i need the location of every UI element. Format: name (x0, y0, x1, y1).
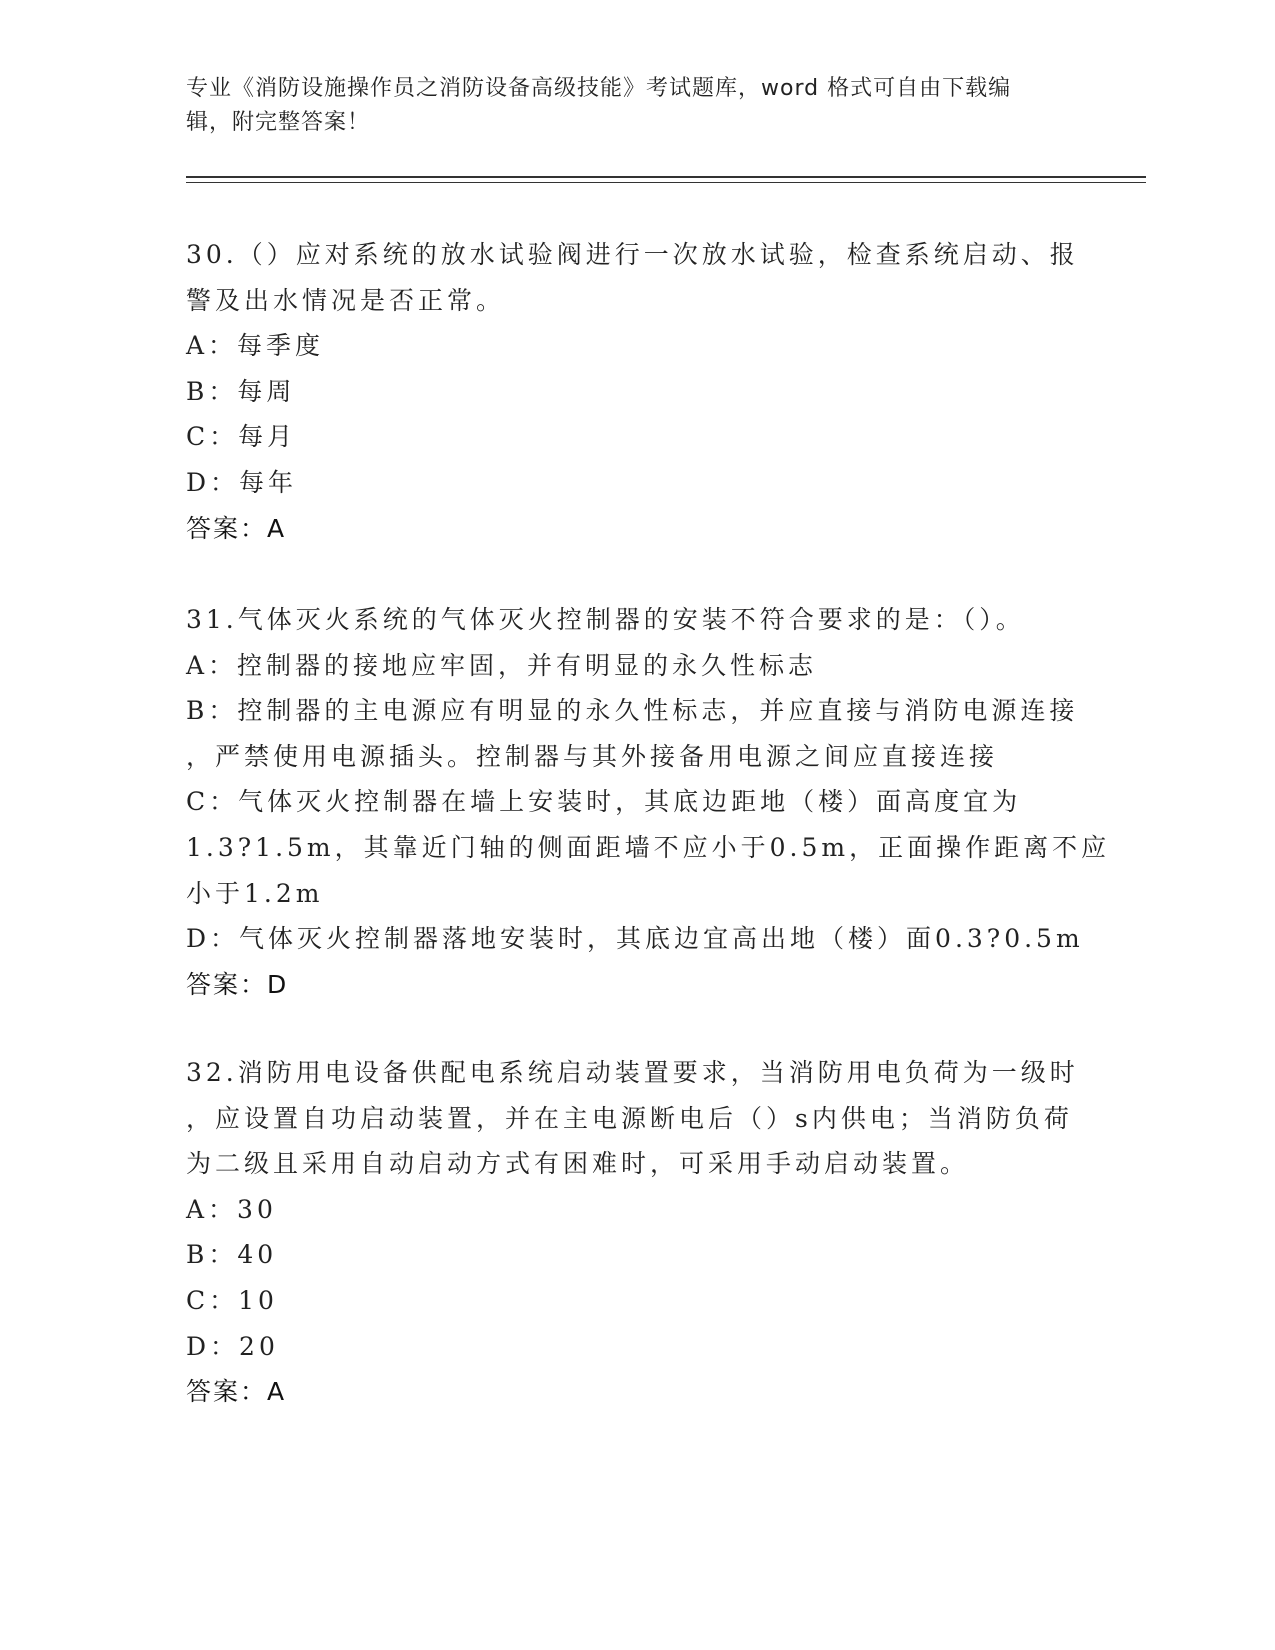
option-b: B：控制器的主电源应有明显的永久性标志，并应直接与消防电源连接 (186, 696, 1079, 726)
option-d: D：每年 (186, 467, 298, 497)
question-stem-line: 为二级且采用自动启动方式有困难时，可采用手动启动装置。 (186, 1149, 970, 1179)
option-d: D：20 (186, 1331, 279, 1361)
question-30 (186, 232, 1079, 551)
header-divider-bottom (186, 182, 1146, 183)
option-d: D：气体灭火控制器落地安装时，其底边宜高出地（楼）面0.3?0.5m (186, 924, 1084, 954)
option-c: C：10 (186, 1285, 278, 1315)
header-line-2: 辑，附完整答案！ (186, 110, 371, 135)
question-stem-line: 30.（）应对系统的放水试验阀进行一次放水试验，检查系统启动、报 (186, 240, 1079, 269)
answer-line: 答案：A (186, 1377, 287, 1407)
option-a: A：每季度 (186, 331, 325, 361)
answer-line: 答案：A (186, 513, 287, 543)
header-divider-top (186, 176, 1146, 178)
question-stem-line: 32.消防用电设备供配电系统启动装置要求，当消防用电负荷为一级时 (186, 1058, 1079, 1087)
option-b: B：40 (186, 1240, 278, 1270)
answer-line: 答案：D (186, 969, 289, 999)
option-c: C：气体灭火控制器在墙上安装时，其底边距地（楼）面高度宜为 (186, 787, 1022, 817)
option-b-continued: ，严禁使用电源插头。控制器与其外接备用电源之间应直接连接 (186, 741, 999, 771)
question-31 (186, 597, 1111, 1007)
option-a: A：控制器的接地应牢固，并有明显的永久性标志 (186, 650, 818, 680)
question-stem-line: 31.气体灭火系统的气体灭火控制器的安装不符合要求的是：（）。 (186, 605, 1025, 634)
question-stem-line: 警及出水情况是否正常。 (186, 285, 506, 315)
option-b: B：每周 (186, 376, 296, 406)
option-a: A：30 (186, 1194, 277, 1224)
document-header (186, 72, 1066, 140)
question-32 (186, 1050, 1079, 1415)
option-c-continued: 小于1.2m (186, 878, 324, 908)
question-stem-line: ，应设置自功启动装置，并在主电源断电后（）s内供电；当消防负荷 (186, 1103, 1073, 1133)
option-c: C：每月 (186, 422, 297, 452)
header-line-1: 专业《消防设施操作员之消防设备高级技能》考试题库，word 格式可自由下载编 (186, 76, 1012, 101)
option-c-continued: 1.3?1.5m，其靠近门轴的侧面距墙不应小于0.5m，正面操作距离不应 (186, 832, 1111, 862)
